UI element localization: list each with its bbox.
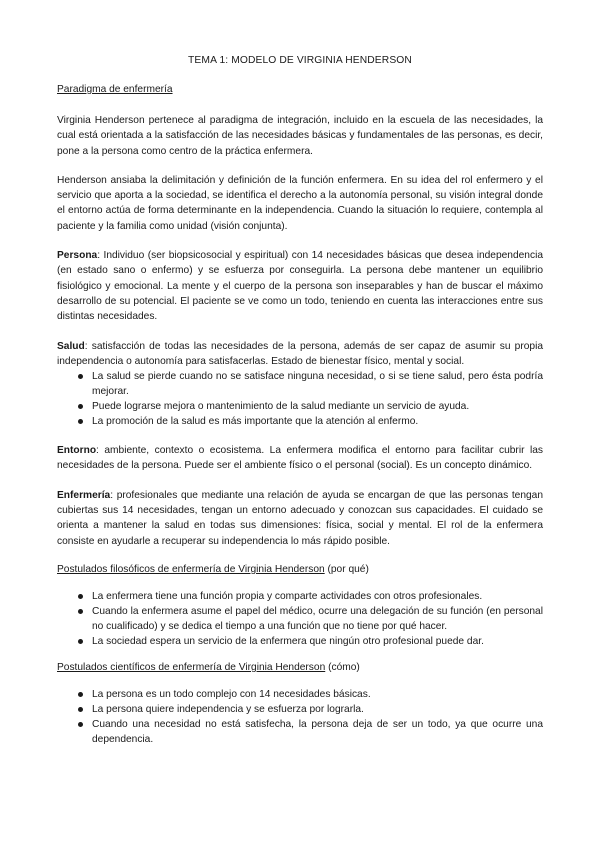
paradigma-paragraph-2: Henderson ansiaba la delimitación y definición de la función enfermera. En su idea del rol enfermero y el servicio que aporta a la sociedad, se identifica el derecho a la autonomía personal, su visión integral donde el entorno actúa de forma determinante en la independencia. Cuando la situación lo requiere, contempla al paciente y la familia como unidad (visión conjunta). <box>57 174 543 232</box>
entorno-text: : ambiente, contexto o ecosistema. La enfermera modifica el entorno para facilitar cubrir las necesidades de la persona. Puede ser el ambiente físico o el personal (social). Es un concepto dinámico. <box>57 445 543 472</box>
list-item: La persona es un todo complejo con 14 necesidades básicas. <box>57 687 543 702</box>
postulados-cientificos-heading <box>57 661 543 675</box>
paradigma-heading-text: Paradigma de enfermería <box>57 84 173 95</box>
postulados-cientificos-heading-text: Postulados científicos de enfermería de Virginia Henderson <box>57 661 326 673</box>
entorno-paragraph <box>57 443 543 474</box>
salud-text: : satisfacción de todas las necesidades de la persona, además de ser capaz de asumir su propia independencia o autonomía para satisfacerlas. Estado de bienestar físico, mental y social. <box>57 340 543 367</box>
list-item: Cuando la enfermera asume el papel del médico, ocurre una delegación de su función (en personal no cualificado) y se dedica el tiempo a una función que no tiene por qué hacer. <box>57 604 543 634</box>
persona-text: : Individuo (ser biopsicosocial y espiritual) con 14 necesidades básicas que desea independencia (en estado sano o enfermo) y se esfuerza por conseguirla. La persona debe mantener un equilibrio fisiológico y emocional. La mente y el cuerpo de la persona son inseparables y han de buscar el máximo desarrollo de su potencial. El paciente se ve como un todo, teniendo en cuenta las interacciones entre sus distintas necesidades. <box>57 250 543 323</box>
salud-term: Salud <box>57 340 85 352</box>
persona-term: Persona <box>57 250 98 262</box>
postulados-filosoficos-suffix: (por qué) <box>324 563 369 575</box>
postulados-filosoficos-heading <box>57 563 543 577</box>
paradigma-paragraph-1: Virginia Henderson pertenece al paradigma de integración, incluido en la escuela de las necesidades, la cual está orientada a la satisfacción de las necesidades básicas y fundamentales de las personas, es decir, pone a la persona como centro de la práctica enfermera. <box>57 115 543 157</box>
postulados-cientificos-suffix: (cómo) <box>325 661 360 673</box>
list-item: Puede lograrse mejora o mantenimiento de la salud mediante un servicio de ayuda. <box>57 399 543 414</box>
list-item: La sociedad espera un servicio de la enfermera que ningún otro profesional puede dar. <box>57 634 543 649</box>
paradigma-heading <box>57 83 543 97</box>
postulados-cientificos-list <box>57 687 543 747</box>
enfermeria-paragraph <box>57 488 543 549</box>
list-item: La enfermera tiene una función propia y comparte actividades con otros profesionales. <box>57 589 543 604</box>
postulados-filosoficos-list <box>57 589 543 649</box>
document-title: TEMA 1: MODELO DE VIRGINIA HENDERSON <box>188 55 412 66</box>
salud-list <box>57 369 543 429</box>
persona-paragraph <box>57 248 543 324</box>
postulados-filosoficos-heading-text: Postulados filosóficos de enfermería de Virginia Henderson <box>57 563 325 575</box>
enfermeria-term: Enfermería <box>57 489 111 501</box>
list-item: La promoción de la salud es más importante que la atención al enfermo. <box>57 414 543 429</box>
list-item: La salud se pierde cuando no se satisface ninguna necesidad, o si se tiene salud, pero ésta podría mejorar. <box>57 369 543 399</box>
list-item: La persona quiere independencia y se esfuerza por lograrla. <box>57 702 543 717</box>
list-item: Cuando una necesidad no está satisfecha, la persona deja de ser un todo, ya que ocurre una dependencia. <box>57 717 543 747</box>
salud-paragraph <box>57 339 543 370</box>
entorno-term: Entorno <box>57 445 97 457</box>
enfermeria-text: : profesionales que mediante una relación de ayuda se encargan de que las personas tengan cubiertas sus 14 necesidades, tengan un entorno adecuado y conozcan sus capacidades. El cuidado se orienta a mantener la salud en todas sus dimensiones: física, social y mental. El rol de la enfermera consiste en ayudarle a recuperar su independencia lo más rápido posible. <box>57 489 543 547</box>
